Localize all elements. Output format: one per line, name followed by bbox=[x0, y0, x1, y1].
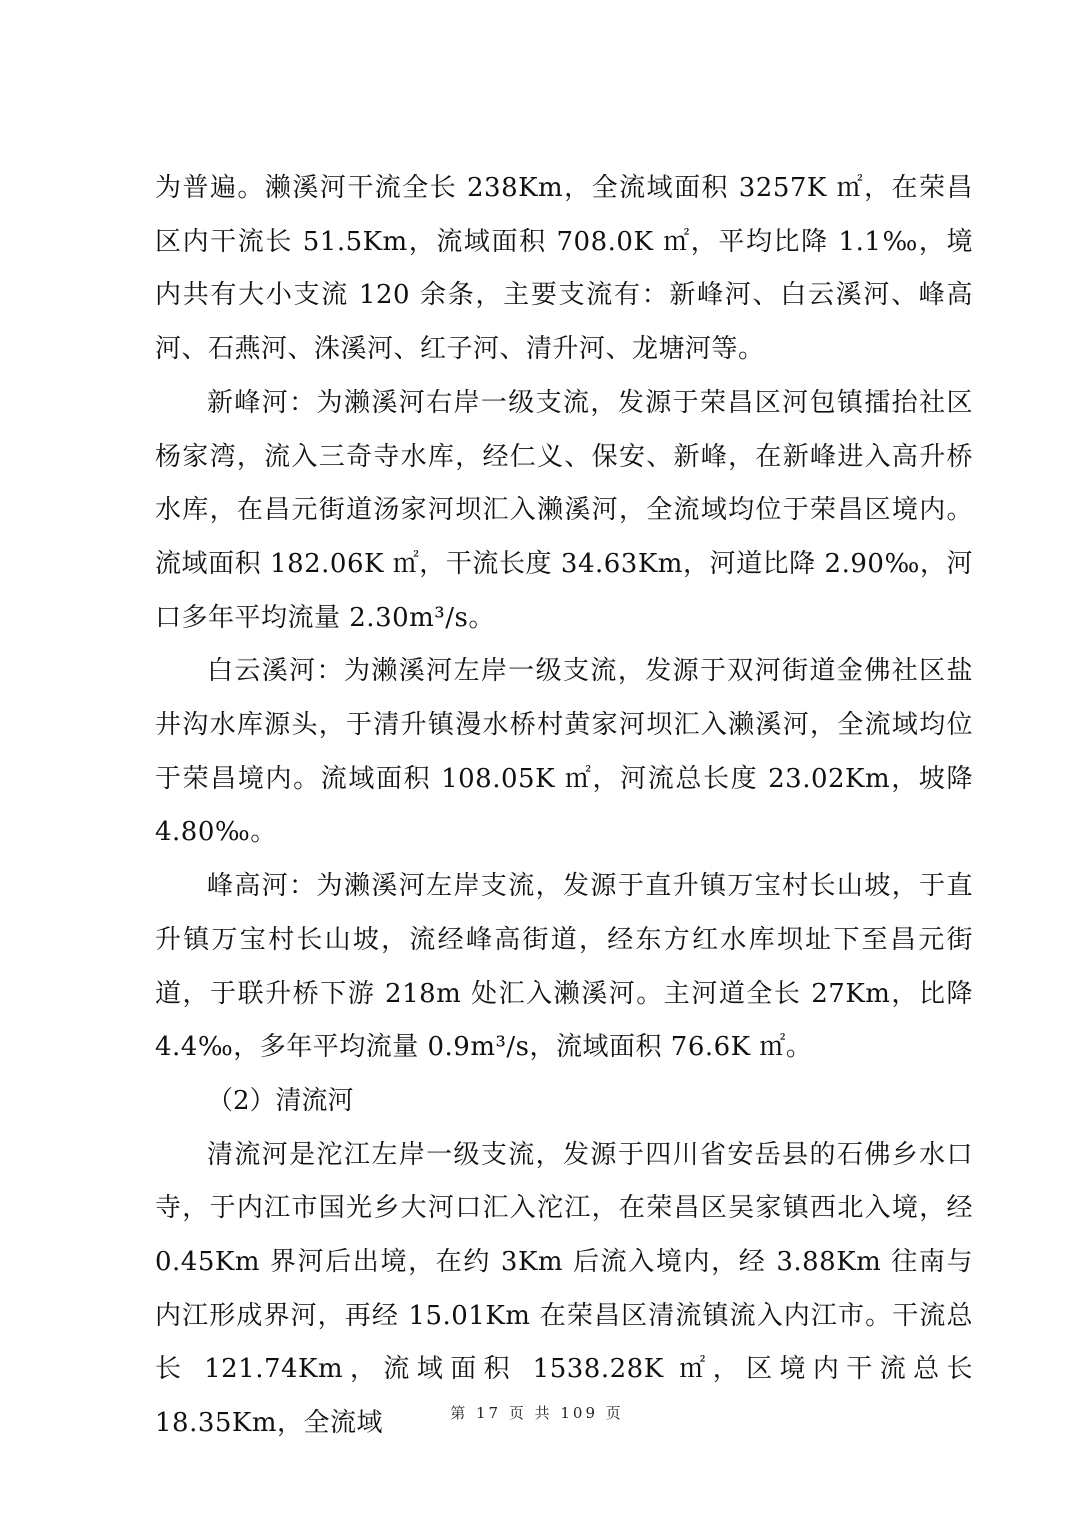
paragraph-baiyunxi-river: 白云溪河：为濑溪河左岸一级支流，发源于双河街道金佛社区盐井沟水库源头，于清升镇漫水桥村黄家河坝汇入濑溪河，全流域均位于荣昌境内。流域面积 108.05K ㎡，河流总长度 23.02Km，坡降 4.80‰。 bbox=[155, 656, 973, 848]
paragraph-xinfeng-river: 新峰河：为濑溪河右岸一级支流，发源于荣昌区河包镇擂抬社区杨家湾，流入三奇寺水库，经仁义、保安、新峰，在新峰进入高升桥水库，在昌元街道汤家河坝汇入濑溪河，全流域均位于荣昌区境内。流域面积 182.06K ㎡，干流长度 34.63Km，河道比降 2.90‰，河口多年平均流量 2.30m³/s。 bbox=[155, 387, 973, 633]
paragraph-qingliu-river: 清流河是沱江左岸一级支流，发源于四川省安岳县的石佛乡水口寺，于内江市国光乡大河口汇入沱江，在荣昌区吴家镇西北入境，经 0.45Km 界河后出境，在约 3Km 后流入境内，经 3.88Km 往南与内江形成界河，再经 15.01Km 在荣昌区清流镇流入内江市。干流总长 121.74Km，流域面积 1538.28K ㎡，区境内干流总长 18.35Km，全流域 bbox=[155, 1139, 973, 1439]
paragraph-lai-xi-river-overview: 为普遍。濑溪河干流全长 238Km，全流域面积 3257K ㎡，在荣昌区内干流长 51.5Km，流域面积 708.0K ㎡，平均比降 1.1‰，境内共有大小支流 120 余条，主要支流有：新峰河、白云溪河、峰高河、石燕河、洙溪河、红子河、清升河、龙塘河等。 bbox=[155, 173, 973, 365]
page-number-footer: 第 17 页 共 109 页 bbox=[450, 1404, 624, 1422]
section-heading-qingliu-river: （2）清流河 bbox=[207, 1085, 354, 1116]
paragraph-fenggao-river: 峰高河：为濑溪河左岸支流，发源于直升镇万宝村长山坡，于直升镇万宝村长山坡，流经峰高街道，经东方红水库坝址下至昌元街道，于联升桥下游 218m 处汇入濑溪河。主河道全长 27Km，比降 4.4‰，多年平均流量 0.9m³/s，流域面积 76.6K ㎡。 bbox=[155, 871, 973, 1063]
document-body bbox=[155, 162, 973, 1451]
